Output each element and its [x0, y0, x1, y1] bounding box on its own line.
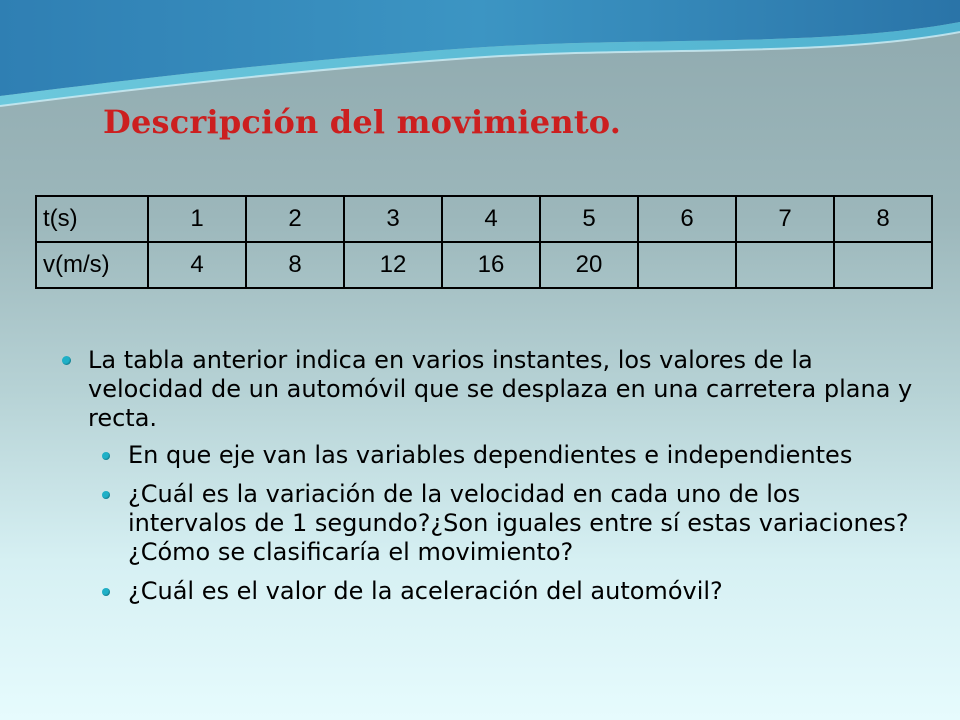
table-cell: 16 — [442, 242, 540, 288]
list-item — [102, 480, 922, 567]
slide-title: Descripción del movimiento. — [103, 103, 622, 141]
table-cell: 8 — [834, 196, 932, 242]
table-cell: 5 — [540, 196, 638, 242]
bullet-dot-icon — [62, 356, 71, 365]
row-header-velocity: v(m/s) — [36, 242, 148, 288]
bullet-dot-icon — [102, 491, 110, 499]
bullet-text: La tabla anterior indica en varios instantes, los valores de la velocidad de un automóvil que se desplaza en una carretera plana y recta. — [88, 346, 913, 432]
table-cell: 1 — [148, 196, 246, 242]
bullet-text: ¿Cuál es el valor de la aceleración del automóvil? — [128, 577, 723, 605]
table-row-velocity — [36, 242, 932, 288]
table-cell-empty — [736, 242, 834, 288]
bullet-dot-icon — [102, 452, 110, 460]
table-cell: 4 — [442, 196, 540, 242]
bullet-text: En que eje van las variables dependientes e independientes — [128, 441, 853, 469]
table-cell: 2 — [246, 196, 344, 242]
table-cell: 20 — [540, 242, 638, 288]
bullet-dot-icon — [102, 588, 110, 596]
table-cell: 8 — [246, 242, 344, 288]
table-cell: 3 — [344, 196, 442, 242]
table-cell: 4 — [148, 242, 246, 288]
list-item — [102, 577, 922, 606]
table-cell-empty — [834, 242, 932, 288]
table-row-time — [36, 196, 932, 242]
row-header-time: t(s) — [36, 196, 148, 242]
table-cell: 6 — [638, 196, 736, 242]
table-cell: 7 — [736, 196, 834, 242]
list-item — [62, 346, 922, 433]
table-cell-empty — [638, 242, 736, 288]
time-velocity-table — [35, 195, 933, 289]
list-item — [102, 441, 922, 470]
bullet-text: ¿Cuál es la variación de la velocidad en cada uno de los intervalos de 1 segundo?¿Son iguales entre sí estas variaciones? ¿Cómo se clasificaría el movimiento? — [128, 480, 909, 566]
bullet-list — [62, 346, 922, 616]
table-cell: 12 — [344, 242, 442, 288]
header-wave-decoration — [0, 0, 960, 110]
